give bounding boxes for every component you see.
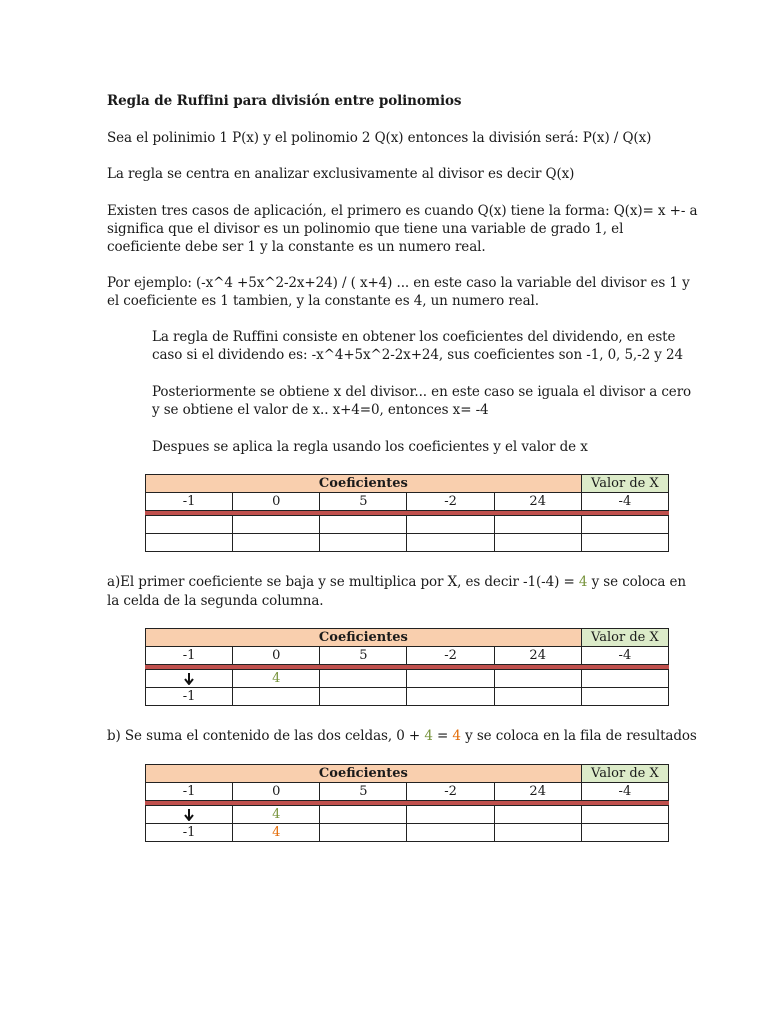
step-b-text-end: y se coloca en la fila de resultados [460,728,697,744]
empty-cell [233,534,320,552]
arrow-cell [146,806,233,824]
coefficients-header: Coeficientes [146,475,582,493]
result-cell: 4 [233,824,320,842]
paragraph-6-line-1: Posteriormente se obtiene x del divisor... en este caso se iguala el divisor a cero [152,384,692,400]
step-a-line-2: la celda de la segunda columna. [107,593,324,609]
coef-cell: -2 [407,647,494,665]
coef-cell: 5 [320,647,407,665]
empty-cell [581,670,668,688]
empty-cell [320,806,407,824]
coef-cell: 0 [233,783,320,801]
empty-cell [233,688,320,706]
empty-cell [320,670,407,688]
coef-cell: 24 [494,647,581,665]
empty-cell [581,688,668,706]
result-cell: -1 [146,688,233,706]
arrow-down-icon [184,809,194,821]
empty-cell [494,670,581,688]
product-cell: 4 [233,806,320,824]
x-value-header: Valor de X [581,765,668,783]
step-b-text: b) Se suma el contenido de las dos celdas, 0 + [107,728,425,744]
x-value-header: Valor de X [581,629,668,647]
coef-cell: 0 [233,647,320,665]
paragraph-5-line-2: caso si el dividendo es: -x^4+5x^2-2x+24, sus coeficientes son -1, 0, 5,-2 y 24 [152,347,683,363]
x-value-header: Valor de X [581,475,668,493]
empty-cell [146,534,233,552]
coef-cell: 24 [494,493,581,511]
coef-cell: -1 [146,783,233,801]
coefficients-header: Coeficientes [146,629,582,647]
paragraph-6-line-2: y se obtiene el valor de x.. x+4=0, entonces x= -4 [152,402,489,418]
paragraph-4-line-2: el coeficiente es 1 tambien, y la constante es 4, un numero real. [107,293,539,309]
step-b-line [107,727,697,746]
empty-cell [494,688,581,706]
step-b-equals: = [432,728,453,744]
empty-cell [407,534,494,552]
arrow-cell [146,670,233,688]
coef-cell: 5 [320,783,407,801]
step-a-value: 4 [578,574,588,590]
empty-cell [320,516,407,534]
arrow-down-icon [184,673,194,685]
coef-cell: 0 [233,493,320,511]
x-value-cell: -4 [581,783,668,801]
coef-cell: -2 [407,493,494,511]
ruffini-table-1 [145,474,669,552]
empty-cell [407,688,494,706]
coef-cell: 5 [320,493,407,511]
empty-cell [320,534,407,552]
empty-cell [320,688,407,706]
x-value-cell: -4 [581,647,668,665]
coef-cell: -1 [146,647,233,665]
empty-cell [233,516,320,534]
step-b-value-1: 4 [424,728,433,744]
paragraph-2: La regla se centra en analizar exclusivamente al divisor es decir Q(x) [107,166,575,182]
empty-cell [494,516,581,534]
empty-cell [494,824,581,842]
product-cell: 4 [233,670,320,688]
coef-cell: -2 [407,783,494,801]
paragraph-3-line-1: Existen tres casos de aplicación, el primero es cuando Q(x) tiene la forma: Q(x)= x +- a [107,203,698,219]
paragraph-3-line-3: coeficiente debe ser 1 y la constante es un numero real. [107,239,486,255]
step-a-line-1 [107,573,686,592]
coef-cell: 24 [494,783,581,801]
step-b-value-2: 4 [452,728,461,744]
empty-cell [146,516,233,534]
empty-cell [407,516,494,534]
x-value-cell: -4 [581,493,668,511]
empty-cell [494,806,581,824]
paragraph-4-line-1: Por ejemplo: (-x^4 +5x^2-2x+24) / ( x+4) ... en este caso la variable del divisor es 1 y [107,275,690,291]
ruffini-table-3 [145,764,669,842]
empty-cell [581,806,668,824]
empty-cell [581,824,668,842]
step-a-text-end: y se coloca en [587,574,687,590]
document-title: Regla de Ruffini para división entre polinomios [107,93,462,109]
ruffini-table-2 [145,628,669,706]
coef-cell: -1 [146,493,233,511]
empty-cell [494,534,581,552]
empty-cell [581,534,668,552]
empty-cell [581,516,668,534]
empty-cell [407,670,494,688]
coefficients-header: Coeficientes [146,765,582,783]
step-a-text: a)El primer coeficiente se baja y se multiplica por X, es decir -1(-4) = [107,574,579,590]
empty-cell [320,824,407,842]
paragraph-3-line-2: significa que el divisor es un polinomio que tiene una variable de grado 1, el [107,221,624,237]
paragraph-1: Sea el polinimio 1 P(x) y el polinomio 2 Q(x) entonces la división será: P(x) / Q(x) [107,130,652,146]
paragraph-5-line-1: La regla de Ruffini consiste en obtener los coeficientes del dividendo, en este [152,329,676,345]
empty-cell [407,806,494,824]
result-cell: -1 [146,824,233,842]
paragraph-7: Despues se aplica la regla usando los coeficientes y el valor de x [152,439,588,455]
empty-cell [407,824,494,842]
